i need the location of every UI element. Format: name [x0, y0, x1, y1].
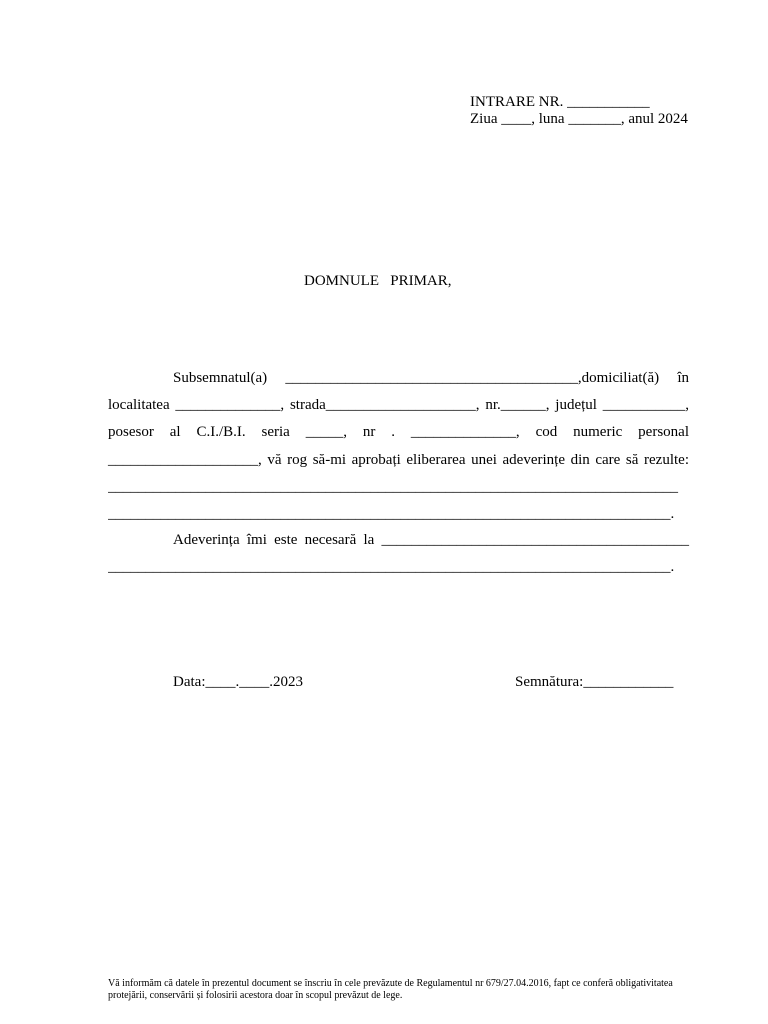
- entry-number-line: INTRARE NR. ___________: [470, 94, 650, 110]
- body-line: ___________________________________________________________________________.: [108, 506, 675, 522]
- body-line: posesor al C.I./B.I. seria _____, nr . ______________, cod numeric personal: [108, 424, 689, 440]
- body-line: localitatea ______________, strada____________________, nr.______, județul ___________,: [108, 397, 689, 413]
- body-line: Subsemnatul(a) _______________________________________,domiciliat(ă) în: [173, 370, 689, 386]
- signature-field: Semnătura:____________: [515, 674, 674, 690]
- body-line: ____________________________________________________________________________: [108, 479, 678, 495]
- entry-date-line: Ziua ____, luna _______, anul 2024: [470, 111, 688, 127]
- purpose-line: Adeverința îmi este necesară la _________________________________________: [173, 532, 689, 548]
- purpose-line: ___________________________________________________________________________.: [108, 559, 675, 575]
- salutation: DOMNULE PRIMAR,: [304, 273, 452, 289]
- date-field: Data:____.____.2023: [173, 674, 303, 690]
- data-protection-note: Vă informăm că datele în prezentul document se înscriu în cele prevăzute de Regulamentul nr 679/27.04.2016, fapt ce conferă obligativitatea protejării, conservării și folosirii acestora doar în scopul prevăzut de lege.: [108, 978, 673, 1001]
- body-line: ____________________, vă rog să-mi aprobați eliberarea unei adeverințe din care să rezulte:: [108, 452, 689, 468]
